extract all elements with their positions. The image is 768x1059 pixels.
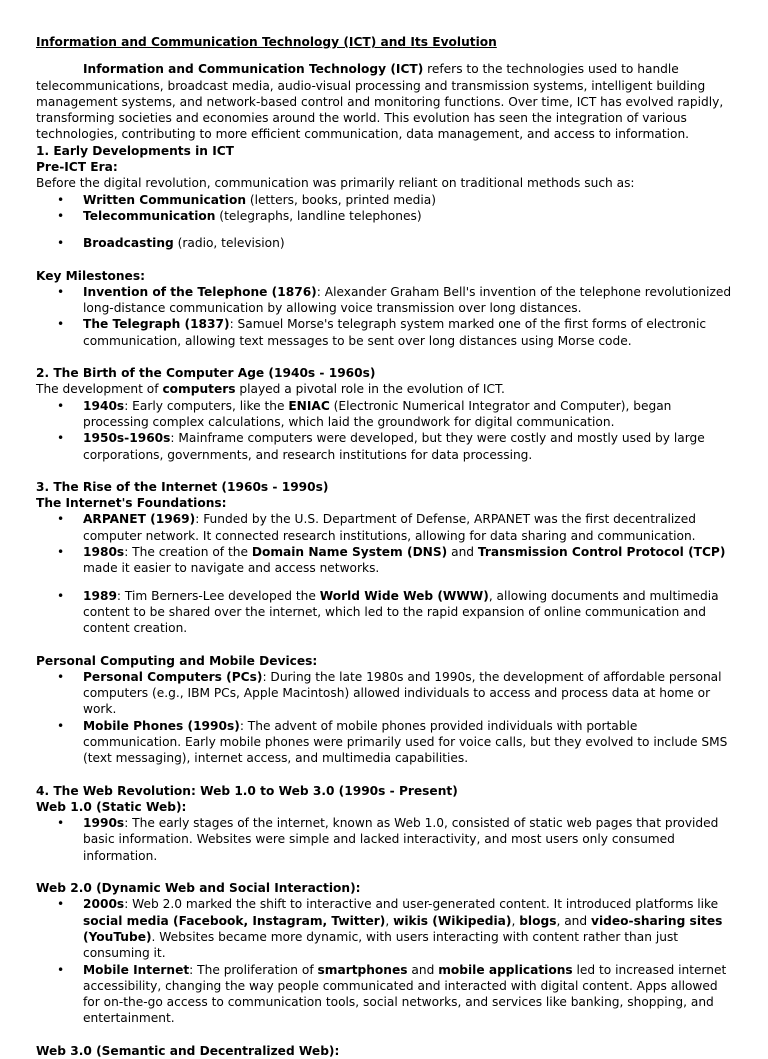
item-text: . Websites became more dynamic, with users interacting with content rather than just consuming it.: [83, 929, 679, 961]
item-term: Invention of the Telephone (1876): [83, 284, 317, 299]
list-item: [36, 511, 736, 544]
web2-list: [36, 896, 736, 1026]
item-text: : Funded by the U.S. Department of Defense, ARPANET was the first decentralized computer network. It connected research institutions, allowing for data sharing and communication.: [83, 512, 696, 543]
list-item: [36, 669, 736, 718]
section-3-heading: 3. The Rise of the Internet (1960s - 1990s): [36, 479, 329, 494]
list-item: [36, 284, 736, 317]
web1-list: [36, 815, 736, 864]
item-term: ENIAC: [288, 398, 330, 413]
list-item: [36, 430, 736, 463]
item-term: social media (Facebook, Instagram, Twitter): [83, 913, 386, 928]
item-term: 1940s: [83, 398, 125, 413]
list-item: [36, 896, 736, 961]
list-item: [36, 815, 736, 864]
section-1-heading: 1. Early Developments in ICT: [36, 143, 234, 158]
item-term: 1950s-1960s: [83, 431, 171, 446]
item-text: (telegraphs, landline telephones): [215, 208, 422, 223]
pre-ict-lead: Before the digital revolution, communication was primarily reliant on traditional methods such as:: [36, 176, 635, 191]
list-item: [36, 962, 736, 1027]
item-text: , and: [556, 913, 592, 928]
list-item: [36, 316, 736, 349]
web2-heading: Web 2.0 (Dynamic Web and Social Interaction):: [36, 881, 361, 896]
item-text: : Web 2.0 marked the shift to interactive and user-generated content. It introduced platforms like: [124, 897, 719, 912]
internet-foundations-heading: The Internet's Foundations:: [36, 496, 227, 511]
section-2-heading: 2. The Birth of the Computer Age (1940s - 1960s): [36, 366, 376, 381]
list-item: [36, 544, 736, 577]
item-term: 1990s: [83, 816, 125, 831]
item-text: : Samuel Morse's telegraph system marked one of the first forms of electronic communication, allowing text messages to be sent over long distances using Morse code.: [83, 317, 707, 348]
item-term: video-sharing sites (YouTube): [83, 913, 723, 944]
section-4-heading: 4. The Web Revolution: Web 1.0 to Web 3.0 (1990s - Present): [36, 783, 458, 798]
item-term: 1980s: [83, 545, 125, 560]
lead-term: computers: [162, 382, 236, 397]
list-item: [36, 718, 736, 767]
section-2-lead: [36, 381, 736, 397]
list-item: [36, 588, 736, 637]
item-text: : Early computers, like the: [124, 398, 289, 413]
lead-text-end: played a pivotal role in the evolution of ICT.: [235, 382, 505, 397]
intro-term: Information and Communication Technology (ICT): [83, 62, 424, 77]
item-text: : The creation of the: [124, 545, 252, 560]
item-text: : Tim Berners-Lee developed the: [116, 588, 320, 603]
web1-heading: Web 1.0 (Static Web):: [36, 799, 187, 814]
item-text: : The proliferation of: [189, 962, 318, 977]
item-term: Broadcasting: [83, 236, 174, 251]
item-text: and: [447, 545, 478, 560]
item-term: Domain Name System (DNS): [251, 545, 448, 560]
item-term: wikis (Wikipedia): [393, 913, 512, 928]
milestones-list: [36, 284, 736, 349]
item-term: Written Communication: [83, 192, 247, 207]
list-item: [36, 235, 736, 251]
item-text: : The early stages of the internet, known as Web 1.0, consisted of static web pages that provided basic information. Websites were simple and lacked interactivity, and most users only consumed information.: [83, 816, 719, 863]
item-text: : During the late 1980s and 1990s, the development of affordable personal computers (e.g., IBM PCs, Apple Macintosh) allowed individuals to access and process data at home or work.: [83, 669, 722, 717]
item-text: : The advent of mobile phones provided individuals with portable communication. Early mobile phones were primarily used for voice calls, but they evolved to include SMS (text messaging), internet access, and multimedia capabilities.: [83, 718, 728, 766]
item-term: Transmission Control Protocol (TCP): [477, 545, 726, 560]
item-text: made it easier to navigate and access networks.: [83, 561, 380, 576]
milestones-heading: Key Milestones:: [36, 268, 145, 283]
item-term: The Telegraph (1837): [83, 317, 230, 332]
item-text: : Mainframe computers were developed, but they were costly and mostly used by large corporations, governments, and research institutions for data processing.: [83, 431, 705, 462]
personal-computing-heading: Personal Computing and Mobile Devices:: [36, 653, 318, 668]
item-term: 2000s: [83, 897, 125, 912]
item-term: World Wide Web (WWW): [319, 588, 489, 603]
item-term: ARPANET (1969): [83, 512, 196, 527]
item-term: 1989: [83, 588, 117, 603]
list-item: [36, 208, 736, 224]
item-term: Mobile Phones (1990s): [83, 718, 240, 733]
item-text: led to increased internet accessibility, changing the way people communicated and interacted with digital content. Apps allowed for on-the-go access to communication tools, social networks, and services like banking, shopping, and entertainment.: [83, 962, 727, 1026]
item-term: Mobile Internet: [83, 962, 190, 977]
item-text: (Electronic Numerical Integrator and Computer), began processing complex calculations, which laid the groundwork for digital communication.: [83, 398, 672, 429]
item-term: smartphones: [317, 962, 408, 977]
item-text: and: [407, 962, 439, 977]
item-text: : Alexander Graham Bell's invention of the telephone revolutionized long-distance communication by allowing voice transmission over long distances.: [83, 284, 732, 316]
item-term: Personal Computers (PCs): [83, 669, 263, 684]
pre-ict-heading: Pre-ICT Era:: [36, 160, 118, 175]
item-text: ,: [511, 913, 520, 928]
item-text: (letters, books, printed media): [246, 192, 436, 207]
intro-text: refers to the technologies used to handle telecommunications, broadcast media, audio-visual processing and transmission systems, intelligent building management systems, and network-based control and monitoring functions. Over time, ICT has evolved rapidly, transforming societies and economies around the world. This evolution has seen the integration of various technologies, contributing to more efficient communication, data management, and access to information.: [36, 62, 724, 142]
personal-computing-list: [36, 669, 736, 767]
computer-age-list: [36, 398, 736, 463]
list-item: [36, 398, 736, 431]
item-text: , allowing documents and multimedia content to be shared over the internet, which led to the rapid expansion of online communication and content creation.: [83, 588, 719, 636]
intro-paragraph: [36, 61, 736, 142]
pre-ict-list: [36, 192, 736, 252]
lead-text: The development of: [36, 382, 163, 397]
list-item: [36, 192, 736, 208]
document-page: [36, 34, 736, 1059]
item-text: (radio, television): [173, 236, 285, 251]
item-term: Telecommunication: [83, 208, 216, 223]
item-term: mobile applications: [438, 962, 573, 977]
item-text: ,: [385, 913, 394, 928]
internet-list: [36, 511, 736, 636]
web3-heading: Web 3.0 (Semantic and Decentralized Web):: [36, 1043, 340, 1058]
item-term: blogs: [519, 913, 557, 928]
document-title: Information and Communication Technology (ICT) and Its Evolution: [36, 35, 497, 49]
